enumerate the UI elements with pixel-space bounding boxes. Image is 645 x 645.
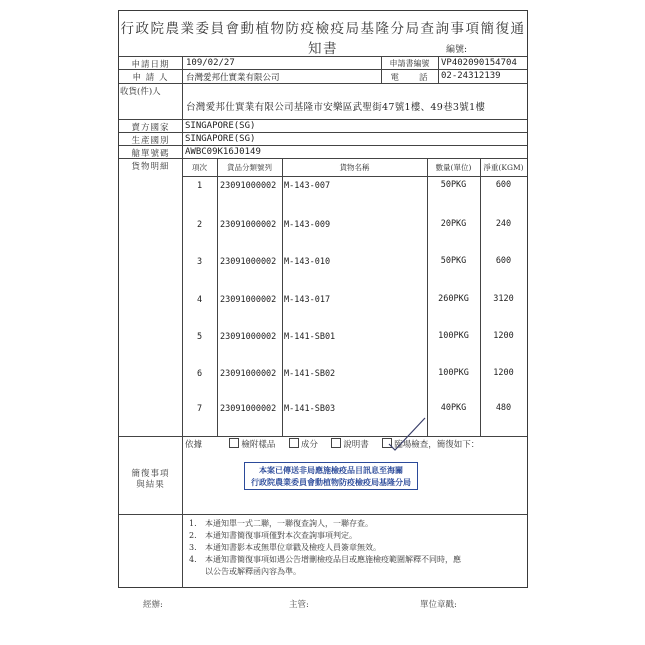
note-item: [189, 542, 381, 553]
row-weight: 1200: [493, 368, 514, 378]
waybill-value: AWBC09K16J0149: [185, 147, 261, 157]
consignee-label: 收貨(件)人: [120, 87, 161, 97]
note-item: [189, 518, 373, 529]
basis-label: 依據: [185, 440, 203, 450]
row-code: 23091000002: [220, 404, 277, 414]
row-no: 1: [196, 181, 203, 191]
note-item: [189, 530, 357, 541]
official-stamp: [244, 462, 418, 490]
col-header-code: 貨品分類號列: [227, 163, 272, 172]
stamp-line-1: 本案已傳送非局應施檢疫品目訊息至海關: [259, 465, 403, 475]
row-qty: 100PKG: [438, 331, 469, 341]
row-code: 23091000002: [220, 369, 277, 379]
goods-section-label: 貨物明細: [131, 162, 170, 172]
note-number: 1.: [189, 519, 197, 528]
phone-value: 02-24312139: [441, 71, 501, 81]
row-name: M-143-017: [284, 295, 331, 305]
document-title: 行政院農業委員會動植物防疫檢疫局基隆分局查詢事項簡復通知書: [120, 21, 526, 57]
note-text: 以公告或解釋函內容為準。: [205, 567, 301, 576]
apply-date-value: 109/02/27: [186, 58, 235, 68]
unit-seal-label: 單位章戳:: [420, 600, 457, 610]
reply-label-line-2: 與結果: [136, 480, 165, 490]
divider: [438, 56, 439, 83]
serial-label: 編號:: [445, 45, 467, 55]
col-header-name: 貨物名稱: [339, 163, 370, 172]
row-no: 3: [196, 257, 203, 267]
row-weight: 240: [495, 219, 512, 229]
row-code: 23091000002: [220, 295, 277, 305]
reply-section-label: [119, 469, 182, 491]
row-no: 7: [196, 404, 203, 414]
row-no: 4: [196, 295, 203, 305]
stamp-line-2: 行政院農業委員會動植物防疫檢疫局基隆分局: [251, 477, 411, 487]
apply-date-label: 申請日期: [131, 60, 170, 70]
reply-content: [182, 436, 527, 514]
row-name: M-141-SB01: [284, 332, 336, 342]
divider: [119, 83, 527, 84]
row-qty: 50PKG: [440, 180, 467, 190]
supervisor-signature-label: 主管:: [289, 600, 309, 610]
row-qty: 260PKG: [438, 294, 469, 304]
row-code: 23091000002: [220, 332, 277, 342]
option-label: 說明書: [343, 440, 369, 450]
seller-country-label: 賣方國家: [131, 123, 170, 133]
col-header-no: 項次: [192, 163, 207, 172]
note-text: 本通知書簡復事項如遇公告增刪檢疫品目或應施檢疫範圍解釋不同時，應: [205, 555, 461, 564]
note-item: [189, 566, 301, 577]
handler-signature-label: 經辦:: [143, 600, 163, 610]
divider: [119, 119, 527, 120]
row-weight: 1200: [493, 331, 514, 341]
origin-country-value: SINGAPORE(SG): [185, 134, 256, 144]
row-qty: 40PKG: [440, 403, 467, 413]
row-code: 23091000002: [220, 257, 277, 267]
reply-label-line-1: 簡復事項: [131, 469, 170, 479]
note-text: 本通知書影本或無單位章戳及檢疫人員簽章無效。: [205, 543, 381, 552]
divider: [119, 514, 527, 515]
note-number: 3.: [189, 543, 197, 552]
row-name: M-143-010: [284, 257, 331, 267]
seller-country-value: SINGAPORE(SG): [185, 121, 256, 131]
divider: [217, 158, 218, 436]
row-no: 6: [196, 369, 203, 379]
row-name: M-143-009: [284, 220, 331, 230]
applicant-value: 台灣愛邦仕實業有限公司: [186, 73, 280, 83]
row-qty: 100PKG: [438, 368, 469, 378]
row-no: 2: [196, 220, 203, 230]
row-name: M-143-007: [284, 181, 331, 191]
divider: [182, 176, 527, 177]
consignee-value: 台灣愛邦仕實業有限公司基隆市安樂區武聖街47號1樓、49巷3號1樓: [186, 102, 486, 113]
application-no-label: 申請書編號: [389, 59, 430, 68]
divider: [282, 158, 283, 436]
note-number: 2.: [189, 531, 197, 540]
option-label: 臨場檢查，簡復如下：: [394, 440, 480, 450]
row-weight: 600: [495, 256, 512, 266]
application-no-value: VP402090154704: [441, 58, 517, 68]
row-weight: 3120: [493, 294, 514, 304]
col-header-qty: 數量(單位): [435, 163, 472, 172]
row-qty: 20PKG: [440, 219, 467, 229]
divider: [119, 56, 527, 57]
row-name: M-141-SB02: [284, 369, 336, 379]
note-number: 4.: [189, 555, 197, 564]
row-no: 5: [196, 332, 203, 342]
row-weight: 480: [495, 403, 512, 413]
origin-country-label: 生產國別: [131, 136, 170, 146]
row-weight: 600: [495, 180, 512, 190]
note-text: 本通知單一式二聯，一聯復查詢人，一聯存查。: [205, 519, 373, 528]
row-qty: 50PKG: [440, 256, 467, 266]
option-label: 成分: [300, 440, 318, 450]
row-code: 23091000002: [220, 181, 277, 191]
row-code: 23091000002: [220, 220, 277, 230]
note-item: [189, 554, 461, 565]
phone-label: 電 話: [390, 73, 429, 83]
applicant-label: 申 請 人: [132, 73, 169, 83]
notice-document: [118, 10, 528, 588]
col-header-weight: 淨重(KGM): [483, 163, 524, 172]
row-name: M-141-SB03: [284, 404, 336, 414]
option-label: 檢附樣品: [241, 440, 276, 450]
waybill-label: 艙單號碼: [131, 149, 170, 159]
note-text: 本通知書簡復事項僅對本次查詢事項判定。: [205, 531, 357, 540]
